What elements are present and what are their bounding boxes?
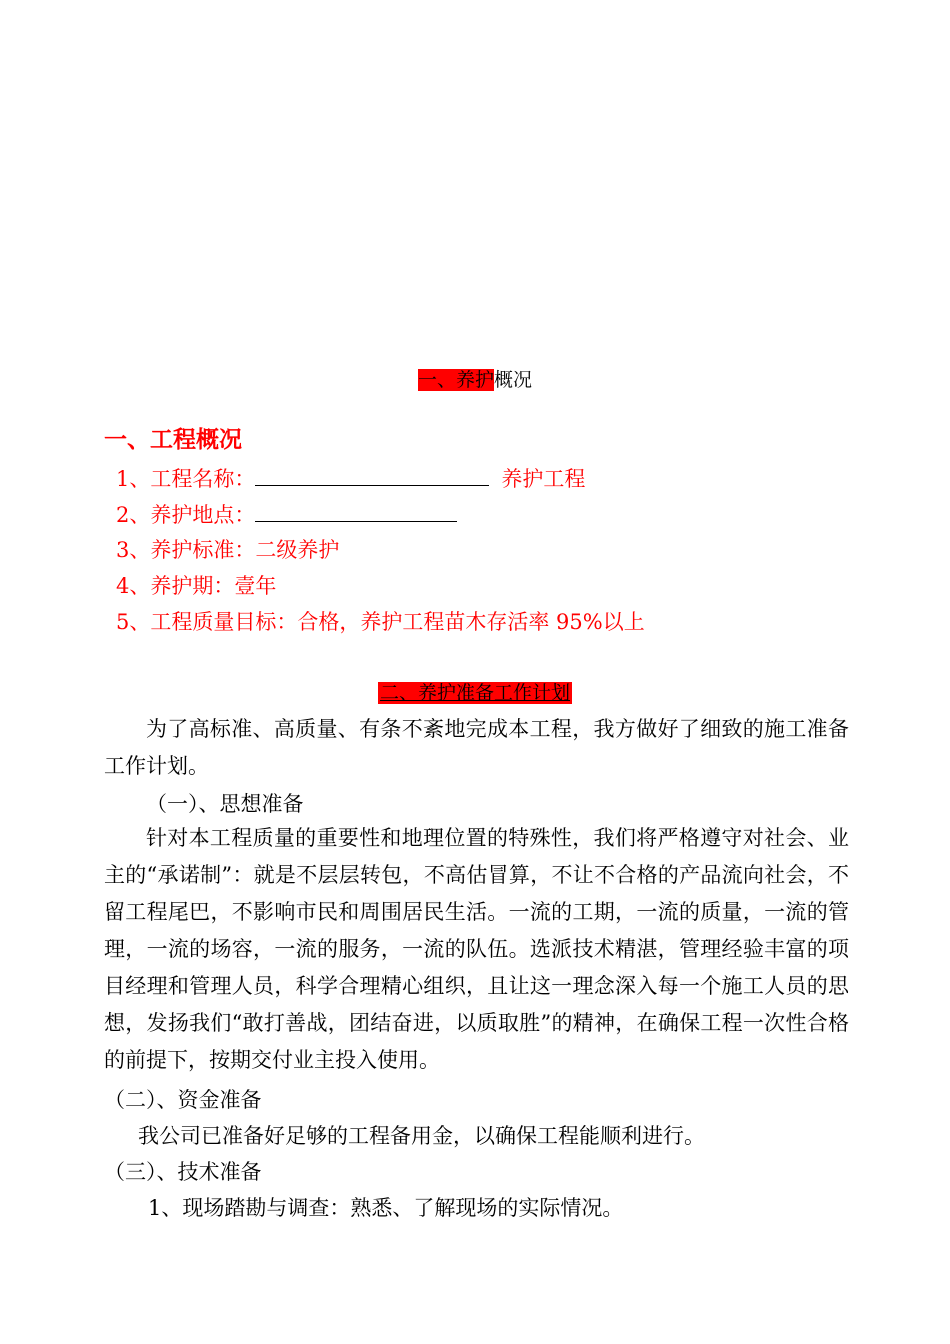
section2-heading-text: 二、养护准备工作计划: [379, 682, 570, 704]
project-name-blank: [255, 463, 489, 486]
section2-heading: [0, 680, 950, 706]
sub2-body: 我公司已准备好足够的工程备用金，以确保工程能顺利进行。: [138, 1124, 705, 1148]
item-location-label: 2、养护地点：: [116, 503, 256, 527]
sub2-title: （二）、资金准备: [104, 1088, 262, 1112]
sub1-title: （一）、思想准备: [146, 792, 304, 816]
item-quality-target: 5、工程质量目标：合格，养护工程苗木存活率 95%以上: [116, 610, 645, 634]
sub3-item1: 1、现场踏勘与调查：熟悉、了解现场的实际情况。: [148, 1196, 624, 1220]
item-period: 4、养护期：壹年: [116, 574, 277, 598]
item-standard: 3、养护标准：二级养护: [116, 538, 340, 562]
sub1-body: 针对本工程质量的重要性和地理位置的特殊性，我们将严格遵守对社会、业主的“承诺制”：就是不层层转包，不高估冒算，不让不合格的产品流向社会，不留工程尾巴，不影响市民和周围居民生活。一流的工期，一流的质量，一流的管理，一流的场容，一流的服务，一流的队伍。选派技术精湛，管理经验丰富的项目经理和管理人员，科学合理精心组织，且让这一理念深入每一个施工人员的思想，发扬我们“敢打善战，团结奋进，以质取胜”的精神，在确保工程一次性合格的前提下，按期交付业主投入使用。: [104, 826, 849, 1072]
item-project-name: [116, 463, 585, 494]
sub3-title: （三）、技术准备: [104, 1160, 262, 1184]
item-location: [116, 499, 457, 530]
item-project-name-label: 1、工程名称：: [116, 467, 256, 491]
section2-intro: 为了高标准、高质量、有条不紊地完成本工程，我方做好了细致的施工准备工作计划。: [104, 717, 849, 778]
location-blank: [255, 499, 457, 522]
top-title-rest: 概况: [494, 369, 533, 391]
item-project-name-suffix: 养护工程: [501, 467, 586, 491]
top-title-highlight: 一、养护: [417, 369, 494, 391]
top-title: [0, 367, 950, 393]
section1-heading: 一、工程概况: [104, 427, 242, 453]
